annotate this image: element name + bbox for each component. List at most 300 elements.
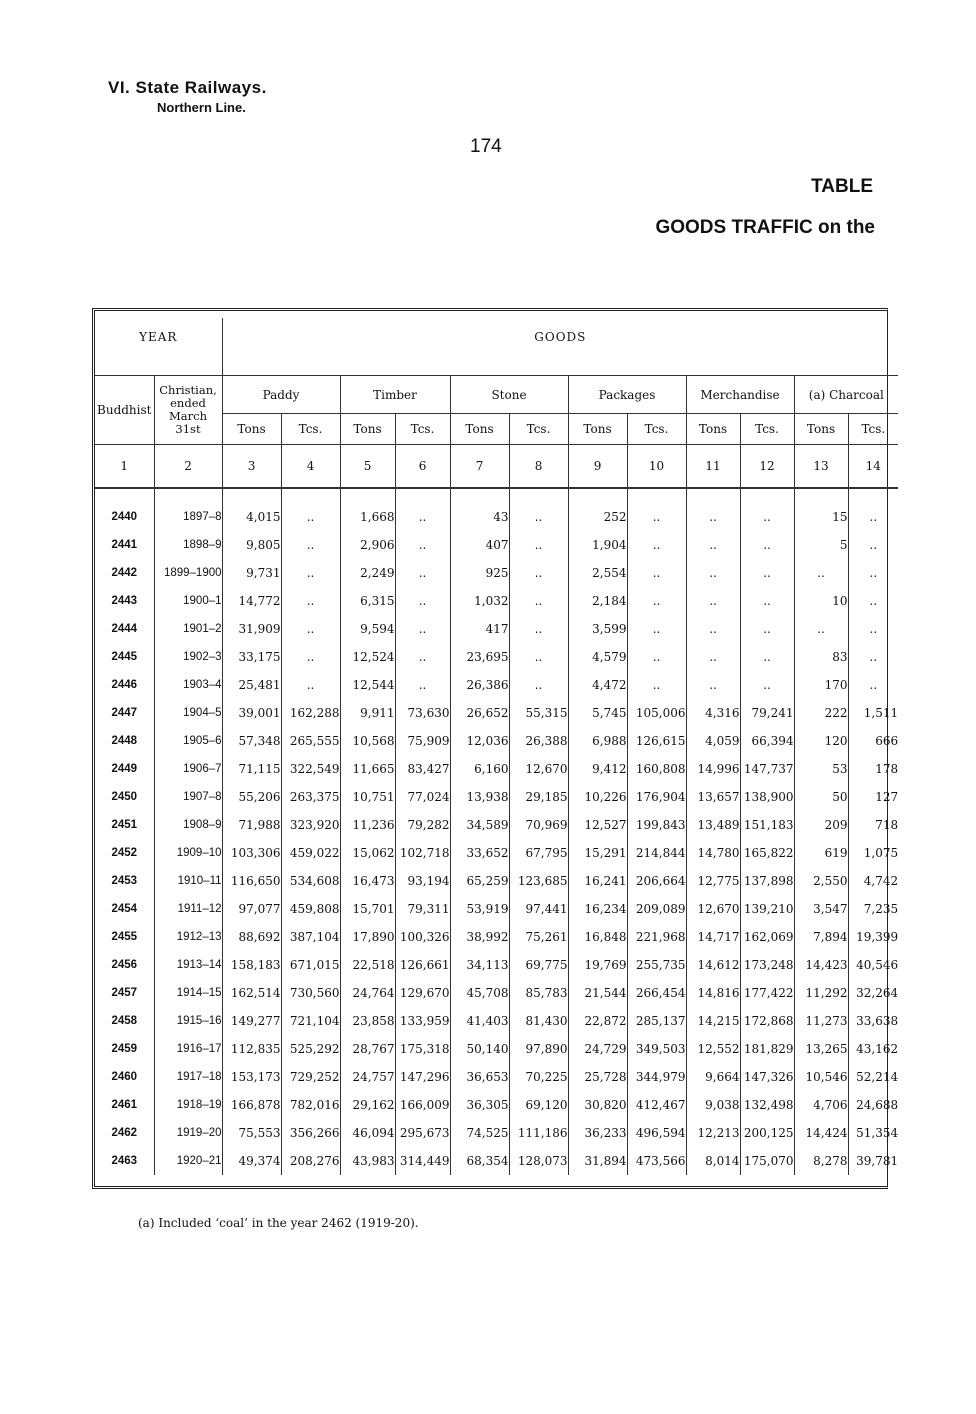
value-cell: 13,657 bbox=[686, 783, 740, 811]
value-cell: 97,077 bbox=[222, 895, 281, 923]
value-cell: 28,767 bbox=[340, 1035, 395, 1063]
christian-year-cell: 1907–8 bbox=[154, 783, 222, 811]
value-cell: 65,259 bbox=[450, 867, 509, 895]
value-cell: 147,296 bbox=[395, 1063, 450, 1091]
value-cell: 22,518 bbox=[340, 951, 395, 979]
value-cell: .. bbox=[686, 503, 740, 531]
value-cell: 15 bbox=[794, 503, 848, 531]
value-cell: 22,872 bbox=[568, 1007, 627, 1035]
buddhist-year-cell: 2459 bbox=[111, 1043, 138, 1055]
value-cell: 49,374 bbox=[222, 1147, 281, 1175]
value-cell: .. bbox=[509, 615, 568, 643]
table-row bbox=[95, 1035, 898, 1063]
value-cell: 2,184 bbox=[568, 587, 627, 615]
value-cell: .. bbox=[627, 559, 686, 587]
paddy-header: Paddy bbox=[222, 376, 340, 414]
value-cell: 158,183 bbox=[222, 951, 281, 979]
value-cell: 19,769 bbox=[568, 951, 627, 979]
value-cell: .. bbox=[740, 615, 794, 643]
value-cell: 111,186 bbox=[509, 1119, 568, 1147]
christian-year-cell: 1901–2 bbox=[154, 615, 222, 643]
value-cell: .. bbox=[848, 503, 898, 531]
value-cell: 25,728 bbox=[568, 1063, 627, 1091]
table-label: TABLE bbox=[811, 176, 873, 197]
buddhist-year-cell: 2462 bbox=[111, 1127, 138, 1139]
value-cell: 16,848 bbox=[568, 923, 627, 951]
value-cell: 51,354 bbox=[848, 1119, 898, 1147]
value-cell: 57,348 bbox=[222, 727, 281, 755]
buddhist-year-cell: 2458 bbox=[111, 1015, 138, 1027]
value-cell: 73,630 bbox=[395, 699, 450, 727]
value-cell: 166,009 bbox=[395, 1091, 450, 1119]
buddhist-year-cell: 2456 bbox=[111, 959, 138, 971]
value-cell: 160,808 bbox=[627, 755, 686, 783]
value-cell: 93,194 bbox=[395, 867, 450, 895]
value-cell: 209 bbox=[794, 811, 848, 839]
table-row bbox=[95, 1091, 898, 1119]
value-cell: 23,858 bbox=[340, 1007, 395, 1035]
value-cell: .. bbox=[848, 587, 898, 615]
christian-year-cell: 1908–9 bbox=[154, 811, 222, 839]
value-cell: 417 bbox=[450, 615, 509, 643]
value-cell: 45,708 bbox=[450, 979, 509, 1007]
table-row bbox=[95, 559, 898, 587]
value-cell: .. bbox=[509, 643, 568, 671]
christian-year-cell: 1919–20 bbox=[154, 1119, 222, 1147]
buddhist-year-cell: 2443 bbox=[111, 595, 138, 607]
buddhist-year-cell: 2445 bbox=[111, 651, 138, 663]
value-cell: 162,514 bbox=[222, 979, 281, 1007]
value-cell: 67,795 bbox=[509, 839, 568, 867]
value-cell: 147,326 bbox=[740, 1063, 794, 1091]
value-cell: 10 bbox=[794, 587, 848, 615]
christian-year-cell: 1911–12 bbox=[154, 895, 222, 923]
value-cell: 208,276 bbox=[281, 1147, 340, 1175]
value-cell: .. bbox=[627, 643, 686, 671]
value-cell: 295,673 bbox=[395, 1119, 450, 1147]
value-cell: .. bbox=[686, 559, 740, 587]
value-cell: 69,775 bbox=[509, 951, 568, 979]
value-cell: 459,022 bbox=[281, 839, 340, 867]
table-row bbox=[95, 811, 898, 839]
column-number: 10 bbox=[627, 445, 686, 489]
value-cell: 671,015 bbox=[281, 951, 340, 979]
value-cell: 178 bbox=[848, 755, 898, 783]
value-cell: .. bbox=[627, 531, 686, 559]
table-row bbox=[95, 1147, 898, 1175]
value-cell: 263,375 bbox=[281, 783, 340, 811]
value-cell: 128,073 bbox=[509, 1147, 568, 1175]
value-cell: 206,664 bbox=[627, 867, 686, 895]
value-cell: 2,554 bbox=[568, 559, 627, 587]
value-cell: .. bbox=[740, 643, 794, 671]
value-cell: 26,388 bbox=[509, 727, 568, 755]
christian-year-header: Christian, ended March 31st bbox=[154, 376, 222, 445]
value-cell: 14,423 bbox=[794, 951, 848, 979]
value-cell: 53 bbox=[794, 755, 848, 783]
column-number: 2 bbox=[154, 445, 222, 489]
christian-year-cell: 1906–7 bbox=[154, 755, 222, 783]
buddhist-year-cell: 2454 bbox=[111, 903, 138, 915]
value-cell: 19,399 bbox=[848, 923, 898, 951]
value-cell: 16,473 bbox=[340, 867, 395, 895]
value-cell: 6,160 bbox=[450, 755, 509, 783]
value-cell: 181,829 bbox=[740, 1035, 794, 1063]
value-cell: 75,261 bbox=[509, 923, 568, 951]
value-cell: 43,162 bbox=[848, 1035, 898, 1063]
value-cell: 25,481 bbox=[222, 671, 281, 699]
unit-tcs: Tcs. bbox=[281, 414, 340, 445]
value-cell: 15,291 bbox=[568, 839, 627, 867]
value-cell: 50,140 bbox=[450, 1035, 509, 1063]
column-number: 9 bbox=[568, 445, 627, 489]
column-number: 4 bbox=[281, 445, 340, 489]
goods-header: GOODS bbox=[222, 318, 898, 376]
value-cell: 5 bbox=[794, 531, 848, 559]
value-cell: 177,422 bbox=[740, 979, 794, 1007]
value-cell: 112,835 bbox=[222, 1035, 281, 1063]
value-cell: 127 bbox=[848, 783, 898, 811]
value-cell: 412,467 bbox=[627, 1091, 686, 1119]
value-cell: 100,326 bbox=[395, 923, 450, 951]
value-cell: 83,427 bbox=[395, 755, 450, 783]
value-cell: 43,983 bbox=[340, 1147, 395, 1175]
value-cell: 31,909 bbox=[222, 615, 281, 643]
value-cell: .. bbox=[848, 615, 898, 643]
value-cell: 52,214 bbox=[848, 1063, 898, 1091]
section-subtitle: Northern Line. bbox=[157, 100, 246, 115]
value-cell: 149,277 bbox=[222, 1007, 281, 1035]
value-cell: 200,125 bbox=[740, 1119, 794, 1147]
value-cell: 38,992 bbox=[450, 923, 509, 951]
value-cell: .. bbox=[509, 671, 568, 699]
value-cell: 14,772 bbox=[222, 587, 281, 615]
value-cell: 69,120 bbox=[509, 1091, 568, 1119]
table-row bbox=[95, 587, 898, 615]
value-cell: .. bbox=[686, 587, 740, 615]
value-cell: .. bbox=[686, 531, 740, 559]
value-cell: 356,266 bbox=[281, 1119, 340, 1147]
unit-tcs: Tcs. bbox=[509, 414, 568, 445]
value-cell: 55,206 bbox=[222, 783, 281, 811]
value-cell: 9,664 bbox=[686, 1063, 740, 1091]
table-row bbox=[95, 867, 898, 895]
christian-year-cell: 1916–17 bbox=[154, 1035, 222, 1063]
value-cell: 4,742 bbox=[848, 867, 898, 895]
christian-year-cell: 1920–21 bbox=[154, 1147, 222, 1175]
value-cell: 14,780 bbox=[686, 839, 740, 867]
value-cell: 36,305 bbox=[450, 1091, 509, 1119]
value-cell: 14,816 bbox=[686, 979, 740, 1007]
christian-year-cell: 1897–8 bbox=[154, 503, 222, 531]
value-cell: 175,070 bbox=[740, 1147, 794, 1175]
value-cell: 153,173 bbox=[222, 1063, 281, 1091]
value-cell: 172,868 bbox=[740, 1007, 794, 1035]
buddhist-year-cell: 2444 bbox=[111, 623, 138, 635]
value-cell: 88,692 bbox=[222, 923, 281, 951]
value-cell: 2,550 bbox=[794, 867, 848, 895]
value-cell: 97,890 bbox=[509, 1035, 568, 1063]
value-cell: 222 bbox=[794, 699, 848, 727]
value-cell: 459,808 bbox=[281, 895, 340, 923]
unit-tons: Tons bbox=[222, 414, 281, 445]
packages-header: Packages bbox=[568, 376, 686, 414]
value-cell: 221,968 bbox=[627, 923, 686, 951]
value-cell: 103,306 bbox=[222, 839, 281, 867]
value-cell: 36,653 bbox=[450, 1063, 509, 1091]
unit-tons: Tons bbox=[794, 414, 848, 445]
page-number: 174 bbox=[470, 136, 502, 157]
table-row bbox=[95, 755, 898, 783]
unit-tons: Tons bbox=[450, 414, 509, 445]
value-cell: 619 bbox=[794, 839, 848, 867]
christian-year-cell: 1909–10 bbox=[154, 839, 222, 867]
unit-tcs: Tcs. bbox=[627, 414, 686, 445]
value-cell: 24,764 bbox=[340, 979, 395, 1007]
value-cell: .. bbox=[740, 559, 794, 587]
value-cell: 11,236 bbox=[340, 811, 395, 839]
christian-year-cell: 1918–19 bbox=[154, 1091, 222, 1119]
value-cell: 53,919 bbox=[450, 895, 509, 923]
value-cell: 15,701 bbox=[340, 895, 395, 923]
column-number: 7 bbox=[450, 445, 509, 489]
buddhist-year-cell: 2441 bbox=[111, 539, 138, 551]
value-cell: .. bbox=[740, 503, 794, 531]
value-cell: 730,560 bbox=[281, 979, 340, 1007]
table-row bbox=[95, 979, 898, 1007]
value-cell: 85,783 bbox=[509, 979, 568, 1007]
value-cell: 1,904 bbox=[568, 531, 627, 559]
value-cell: 2,249 bbox=[340, 559, 395, 587]
value-cell: 4,579 bbox=[568, 643, 627, 671]
unit-tons: Tons bbox=[686, 414, 740, 445]
value-cell: 8,014 bbox=[686, 1147, 740, 1175]
value-cell: 21,544 bbox=[568, 979, 627, 1007]
table-row bbox=[95, 923, 898, 951]
value-cell: 12,775 bbox=[686, 867, 740, 895]
value-cell: 34,589 bbox=[450, 811, 509, 839]
christian-year-cell: 1910–11 bbox=[154, 867, 222, 895]
value-cell: 34,113 bbox=[450, 951, 509, 979]
value-cell: 782,016 bbox=[281, 1091, 340, 1119]
charcoal-header: (a) Charcoal bbox=[794, 376, 898, 414]
unit-tcs: Tcs. bbox=[740, 414, 794, 445]
value-cell: .. bbox=[395, 559, 450, 587]
column-number: 12 bbox=[740, 445, 794, 489]
value-cell: 199,843 bbox=[627, 811, 686, 839]
value-cell: 266,454 bbox=[627, 979, 686, 1007]
column-number: 8 bbox=[509, 445, 568, 489]
value-cell: 252 bbox=[568, 503, 627, 531]
value-cell: 83 bbox=[794, 643, 848, 671]
value-cell: 138,900 bbox=[740, 783, 794, 811]
value-cell: .. bbox=[794, 559, 848, 587]
value-cell: 68,354 bbox=[450, 1147, 509, 1175]
table-row bbox=[95, 951, 898, 979]
value-cell: 102,718 bbox=[395, 839, 450, 867]
value-cell: 79,241 bbox=[740, 699, 794, 727]
value-cell: 14,612 bbox=[686, 951, 740, 979]
value-cell: .. bbox=[740, 531, 794, 559]
value-cell: 214,844 bbox=[627, 839, 686, 867]
value-cell: .. bbox=[281, 559, 340, 587]
value-cell: .. bbox=[281, 531, 340, 559]
value-cell: 12,670 bbox=[686, 895, 740, 923]
table-row bbox=[95, 783, 898, 811]
value-cell: .. bbox=[281, 643, 340, 671]
value-cell: 11,292 bbox=[794, 979, 848, 1007]
value-cell: 97,441 bbox=[509, 895, 568, 923]
value-cell: 166,878 bbox=[222, 1091, 281, 1119]
buddhist-year-cell: 2450 bbox=[111, 791, 138, 803]
value-cell: .. bbox=[686, 643, 740, 671]
value-cell: 33,652 bbox=[450, 839, 509, 867]
value-cell: 9,911 bbox=[340, 699, 395, 727]
christian-year-cell: 1912–13 bbox=[154, 923, 222, 951]
value-cell: 36,233 bbox=[568, 1119, 627, 1147]
value-cell: 9,594 bbox=[340, 615, 395, 643]
value-cell: 70,225 bbox=[509, 1063, 568, 1091]
value-cell: 11,665 bbox=[340, 755, 395, 783]
value-cell: 4,059 bbox=[686, 727, 740, 755]
value-cell: 285,137 bbox=[627, 1007, 686, 1035]
value-cell: 255,735 bbox=[627, 951, 686, 979]
value-cell: .. bbox=[740, 671, 794, 699]
value-cell: 496,594 bbox=[627, 1119, 686, 1147]
table-row bbox=[95, 1063, 898, 1091]
value-cell: 170 bbox=[794, 671, 848, 699]
christian-year-cell: 1915–16 bbox=[154, 1007, 222, 1035]
value-cell: 9,412 bbox=[568, 755, 627, 783]
unit-tcs: Tcs. bbox=[395, 414, 450, 445]
value-cell: 15,062 bbox=[340, 839, 395, 867]
value-cell: 41,403 bbox=[450, 1007, 509, 1035]
value-cell: .. bbox=[509, 587, 568, 615]
value-cell: 175,318 bbox=[395, 1035, 450, 1063]
buddhist-year-cell: 2452 bbox=[111, 847, 138, 859]
table-row bbox=[95, 671, 898, 699]
value-cell: .. bbox=[395, 671, 450, 699]
value-cell: .. bbox=[281, 587, 340, 615]
value-cell: 29,162 bbox=[340, 1091, 395, 1119]
value-cell: 26,652 bbox=[450, 699, 509, 727]
value-cell: 9,805 bbox=[222, 531, 281, 559]
unit-tons: Tons bbox=[568, 414, 627, 445]
value-cell: 74,525 bbox=[450, 1119, 509, 1147]
column-number: 11 bbox=[686, 445, 740, 489]
value-cell: 79,311 bbox=[395, 895, 450, 923]
value-cell: 13,265 bbox=[794, 1035, 848, 1063]
value-cell: 6,315 bbox=[340, 587, 395, 615]
column-number: 1 bbox=[95, 445, 154, 489]
value-cell: 322,549 bbox=[281, 755, 340, 783]
value-cell: 50 bbox=[794, 783, 848, 811]
value-cell: .. bbox=[686, 615, 740, 643]
value-cell: 133,959 bbox=[395, 1007, 450, 1035]
value-cell: .. bbox=[848, 531, 898, 559]
value-cell: 6,988 bbox=[568, 727, 627, 755]
value-cell: 147,737 bbox=[740, 755, 794, 783]
value-cell: 925 bbox=[450, 559, 509, 587]
table-row bbox=[95, 531, 898, 559]
value-cell: 165,822 bbox=[740, 839, 794, 867]
value-cell: 162,069 bbox=[740, 923, 794, 951]
value-cell: 77,024 bbox=[395, 783, 450, 811]
value-cell: 32,264 bbox=[848, 979, 898, 1007]
value-cell: .. bbox=[686, 671, 740, 699]
value-cell: .. bbox=[509, 559, 568, 587]
buddhist-year-cell: 2461 bbox=[111, 1099, 138, 1111]
value-cell: 46,094 bbox=[340, 1119, 395, 1147]
christian-year-cell: 1905–6 bbox=[154, 727, 222, 755]
value-cell: 3,547 bbox=[794, 895, 848, 923]
footnote: (a) Included ‘coal’ in the year 2462 (1919-20). bbox=[138, 1216, 419, 1230]
table-row bbox=[95, 643, 898, 671]
value-cell: 666 bbox=[848, 727, 898, 755]
column-number: 5 bbox=[340, 445, 395, 489]
value-cell: 55,315 bbox=[509, 699, 568, 727]
buddhist-year-cell: 2440 bbox=[111, 511, 138, 523]
value-cell: 26,386 bbox=[450, 671, 509, 699]
value-cell: .. bbox=[395, 531, 450, 559]
value-cell: 33,175 bbox=[222, 643, 281, 671]
value-cell: 126,661 bbox=[395, 951, 450, 979]
value-cell: .. bbox=[395, 643, 450, 671]
christian-year-cell: 1899–1900 bbox=[154, 559, 222, 587]
value-cell: 8,278 bbox=[794, 1147, 848, 1175]
buddhist-year-cell: 2448 bbox=[111, 735, 138, 747]
buddhist-year-cell: 2446 bbox=[111, 679, 138, 691]
value-cell: 71,988 bbox=[222, 811, 281, 839]
value-cell: .. bbox=[627, 587, 686, 615]
value-cell: 137,898 bbox=[740, 867, 794, 895]
value-cell: 71,115 bbox=[222, 755, 281, 783]
value-cell: 33,638 bbox=[848, 1007, 898, 1035]
value-cell: 407 bbox=[450, 531, 509, 559]
value-cell: 2,906 bbox=[340, 531, 395, 559]
table-row bbox=[95, 1119, 898, 1147]
value-cell: 39,001 bbox=[222, 699, 281, 727]
buddhist-year-cell: 2460 bbox=[111, 1071, 138, 1083]
value-cell: 4,472 bbox=[568, 671, 627, 699]
buddhist-year-header: Buddhist bbox=[97, 403, 152, 417]
value-cell: 12,544 bbox=[340, 671, 395, 699]
christian-year-cell: 1904–5 bbox=[154, 699, 222, 727]
value-cell: 1,032 bbox=[450, 587, 509, 615]
value-cell: 10,751 bbox=[340, 783, 395, 811]
value-cell: 525,292 bbox=[281, 1035, 340, 1063]
table-row bbox=[95, 839, 898, 867]
value-cell: 13,938 bbox=[450, 783, 509, 811]
value-cell: .. bbox=[281, 615, 340, 643]
value-cell: 314,449 bbox=[395, 1147, 450, 1175]
value-cell: 30,820 bbox=[568, 1091, 627, 1119]
value-cell: 173,248 bbox=[740, 951, 794, 979]
table-row bbox=[95, 727, 898, 755]
value-cell: .. bbox=[395, 587, 450, 615]
unit-tons: Tons bbox=[340, 414, 395, 445]
goods-traffic-table bbox=[95, 318, 898, 1175]
value-cell: 3,599 bbox=[568, 615, 627, 643]
column-number: 13 bbox=[794, 445, 848, 489]
value-cell: 17,890 bbox=[340, 923, 395, 951]
value-cell: 16,234 bbox=[568, 895, 627, 923]
buddhist-year-cell: 2463 bbox=[111, 1155, 138, 1167]
value-cell: .. bbox=[281, 671, 340, 699]
value-cell: 176,904 bbox=[627, 783, 686, 811]
value-cell: .. bbox=[509, 531, 568, 559]
value-cell: 39,781 bbox=[848, 1147, 898, 1175]
